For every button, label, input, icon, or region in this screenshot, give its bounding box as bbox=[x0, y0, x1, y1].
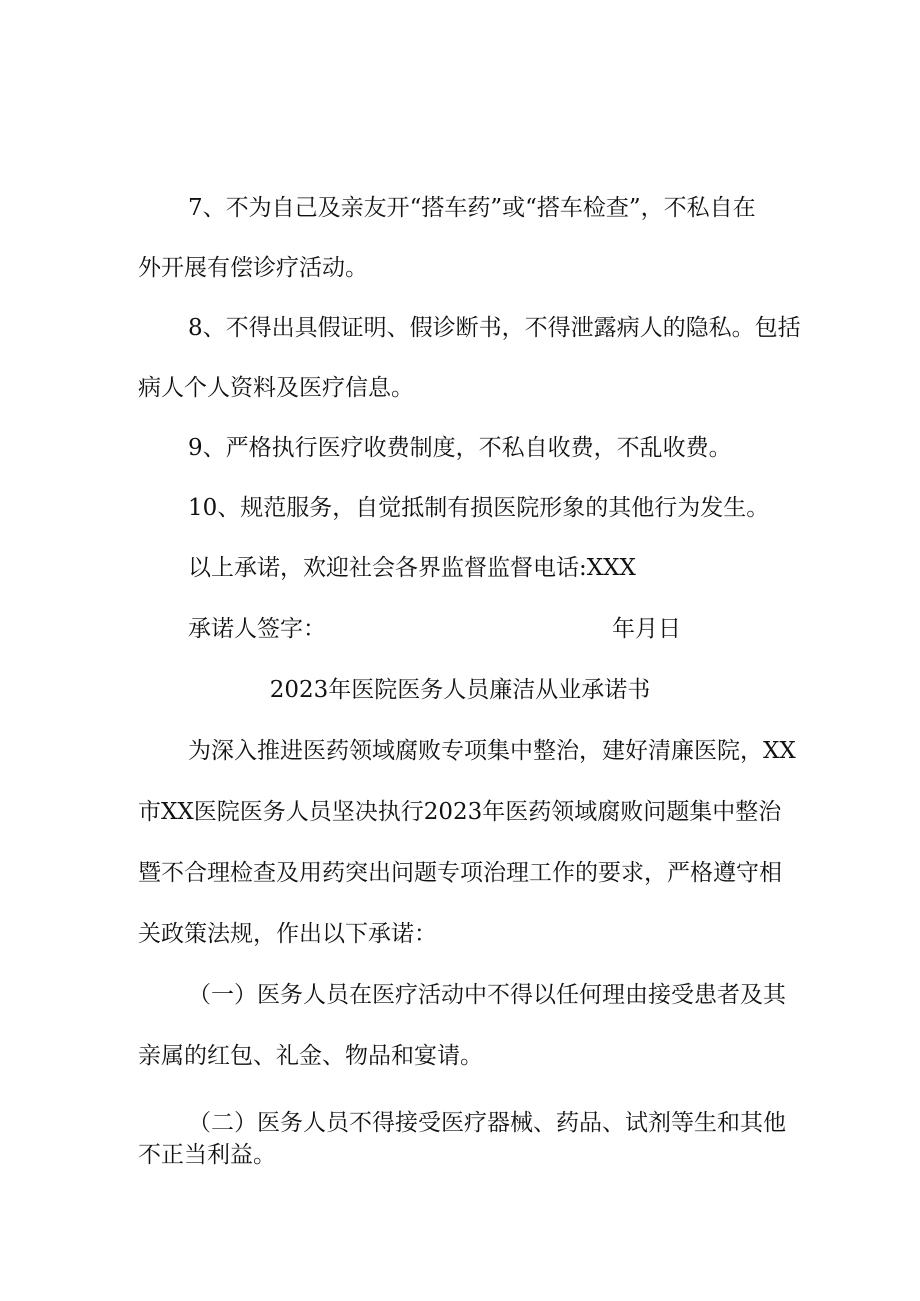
date-label: 年月日 bbox=[612, 616, 681, 642]
commitment-1-line2: 亲属的红包、礼金、物品和宴请。 bbox=[138, 1043, 483, 1069]
commitment-1-line1: （一）医务人员在医疗活动中不得以任何理由接受患者及其 bbox=[188, 982, 786, 1008]
signature-label: 承诺人签字： bbox=[188, 616, 326, 642]
item9: 9、严格执行医疗收费制度，不私自收费，不乱收费。 bbox=[188, 435, 732, 461]
intro-line3: 暨不合理检查及用药突出问题专项治理工作的要求，严格遵守相 bbox=[138, 860, 782, 886]
commitment-2-line1: （二）医务人员不得接受医疗器械、药品、试剂等生和其他 bbox=[188, 1110, 786, 1136]
intro-line2: 市XX医院医务人员坚决执行2023年医药领域腐败问题集中整治 bbox=[138, 799, 782, 825]
document-title: 2023年医院医务人员廉洁从业承诺书 bbox=[269, 677, 651, 703]
commitment-2-line2: 不正当利益。 bbox=[138, 1142, 276, 1168]
item8-line2: 病人个人资料及医疗信息。 bbox=[138, 375, 414, 401]
intro-line1: 为深入推进医药领域腐败专项集中整治，建好清廉医院，XX bbox=[188, 738, 796, 764]
item8-line1: 8、不得出具假证明、假诊断书，不得泄露病人的隐私。包括 bbox=[188, 315, 801, 341]
item10: 10、规范服务，自觉抵制有损医院形象的其他行为发生。 bbox=[188, 495, 770, 521]
item7-line1: 7、不为自己及亲友开“搭车药”或“搭车检查”，不私自在 bbox=[188, 195, 756, 221]
item7-line2: 外开展有偿诊疗活动。 bbox=[138, 255, 368, 281]
supervision-text: 以上承诺，欢迎社会各界监督监督电话:XXX bbox=[188, 555, 636, 581]
intro-line4: 关政策法规，作出以下承诺： bbox=[138, 921, 437, 947]
